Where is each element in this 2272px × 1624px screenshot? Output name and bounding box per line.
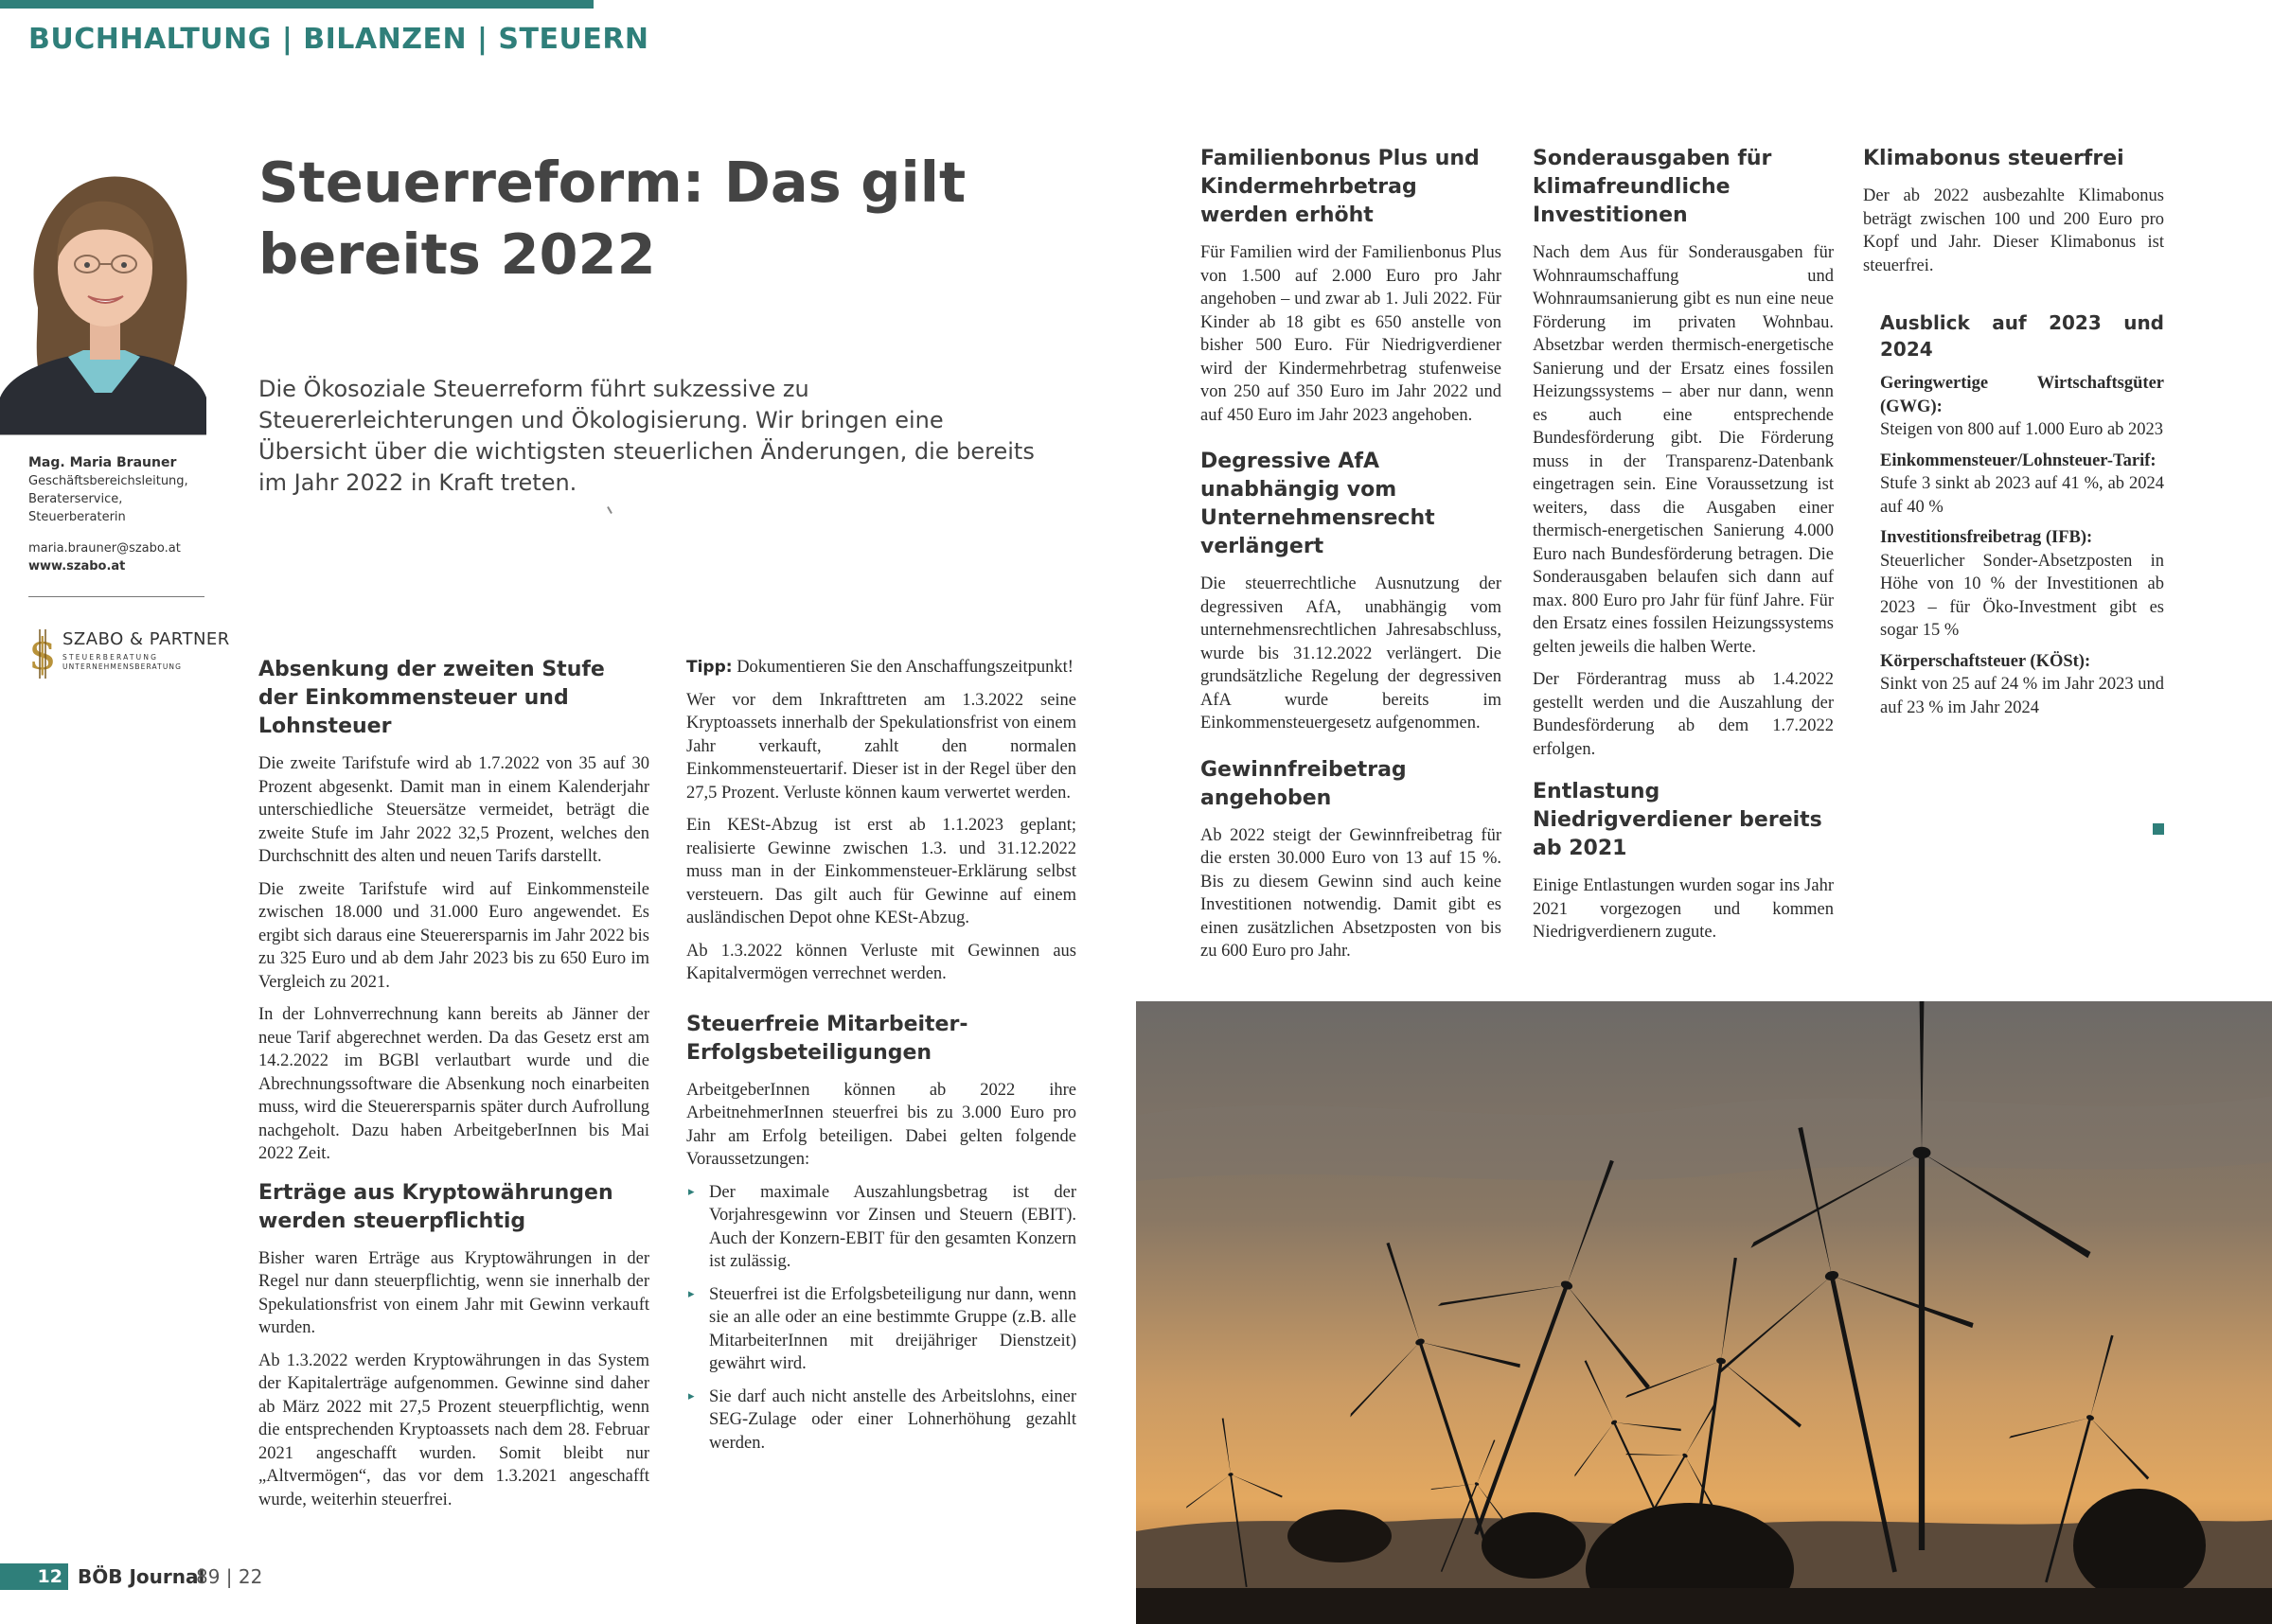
paragraph: Der Förderantrag muss ab 1.4.2022 gestellt werden und die Auszahlung der Bundesförderung ab dem 1.7.2022 erfolgen.: [1533, 670, 1834, 759]
paragraph: Die steuerrechtliche Ausnutzung der degressiven AfA, unabhängig vom unternehmensrechtlichen Jahresabschluss, wurde bis 31.12.2022 verlängert. Die grundsätzliche Regelung der degressiven AfA wurde bereits im Einkommensteuergesetz aufgenommen.: [1200, 574, 1501, 733]
paragraph: Ab 1.3.2022 werden Kryptowährungen in das System der Kapitalerträge aufgenommen. Gewinne sind daher ab März 2022 mit 27,5 Prozent steuerpflichtig, wenn die entsprechenden Kryptoassets nach dem 28. Februar 2021 angeschafft wurden. Somit bleibt nur „Altvermögen“, das vor dem 1.3.2021 angeschafft wurde, weiterhin steuerfrei.: [258, 1350, 649, 1509]
section-heading: Steuerfreie Mitarbeiter-Erfolgsbeteiligungen: [686, 1012, 968, 1065]
list-item: ▸ Steuerfrei ist die Erfolgsbeteiligung nur dann, wenn sie an alle oder an eine bestimmte Gruppe (z.B. alle MitarbeiterInnen mit dreijähriger Dienstzeit) gewährt wird.: [688, 1284, 1076, 1373]
tip-paragraph: [686, 656, 1076, 680]
section-header: BUCHHALTUNG | BILANZEN | STEUERN: [28, 23, 649, 56]
paragraph: Für Familien wird der Familienbonus Plus von 1.500 auf 2.000 Euro pro Jahr angehoben – und zwar ab 1. Juli 2022. Für Kinder ab 18 gibt es 650 anstelle von bisher 500 Euro. Für Niedrigverdiener wird der Kindermehrbetrag stufenweise von 250 auf 350 Euro im Jahr 2022 und auf 450 Euro im Jahr 2023 angehoben.: [1200, 243, 1501, 425]
section-heading: Familienbonus Plus und Kindermehrbetrag werden erhöht: [1200, 147, 1480, 227]
paragraph: Wer vor dem Inkrafttreten am 1.3.2022 seine Kryptoassets innerhalb der Spekulationsfrist von einem Jahr verkauft, zahlt den normalen Einkommensteuertarif. Dieser ist in der Regel über den 27,5 Prozent. Verluste können kaum verwertet werden.: [686, 690, 1076, 803]
article-title: Steuerreform: Das gilt bereits 2022: [258, 150, 967, 287]
logo-brand: SZABO & PARTNER: [62, 629, 230, 649]
paragraph: Ab 2022 steigt der Gewinnfreibetrag für die ersten 30.000 Euro von 13 auf 15 %. Bis zu diesem Gewinn sind auch keine Investitionen notwendig. Damit gibt es einen zusätzlichen Absetzposten von bis zu 600 Euro pro Jahr.: [1200, 825, 1501, 961]
bullet-arrow-icon: ▸: [688, 1184, 695, 1199]
outlook-item: Einkommensteuer/Lohnsteuer-Tarif: Stufe 3 sinkt ab 2023 auf 41 %, ab 2024 auf 40 %: [1880, 450, 2164, 517]
author-info: [28, 454, 208, 575]
issue-number: 89 | 22: [196, 1565, 263, 1588]
paragraph: ArbeitgeberInnen können ab 2022 ihre ArbeitnehmerInnen steuerfrei bis zu 3.000 Euro pro Jahr am Erfolg beteiligen. Dabei gelten folgende Voraussetzungen:: [686, 1080, 1076, 1169]
section-heading: Absenkung der zweiten Stufe der Einkommensteuer und Lohnsteuer: [258, 658, 605, 738]
journal-name: BÖB Journal: [78, 1565, 205, 1588]
paragraph: Einige Entlastungen wurden sogar ins Jahr 2021 vorgezogen und kommen Niedrigverdienern zugute.: [1533, 876, 1834, 942]
tip-text: Dokumentieren Sie den Anschaffungszeitpunkt!: [732, 658, 1074, 677]
logo-subline: UNTERNEHMENSBERATUNG: [62, 662, 183, 671]
section-heading: Klimabonus steuerfrei: [1863, 147, 2124, 170]
author-photo: [0, 156, 206, 435]
text-column-5: [1863, 145, 2164, 727]
section-heading: Gewinnfreibetrag angehoben: [1200, 757, 1407, 810]
author-website[interactable]: www.szabo.at: [28, 559, 126, 574]
paragraph: Ab 1.3.2022 können Verluste mit Gewinnen aus Kapitalvermögen verrechnet werden.: [686, 941, 1076, 983]
bullet-arrow-icon: ▸: [688, 1388, 695, 1403]
outlook-item: Investitionsfreibetrag (IFB): Steuerlicher Sonder-Absetzposten in Höhe von 10 % der Investitionen ab 2023 – für Öko-Investment gibt es sogar 15 %: [1880, 528, 2164, 640]
section-heading: Degressive AfA unabhängig vom Unternehmensrecht verlängert: [1200, 450, 1435, 558]
print-mark: [607, 506, 612, 514]
author-role-line: Beraterservice,: [28, 492, 123, 506]
list-item: ▸ Sie darf auch nicht anstelle des Arbeitslohns, einer SEG-Zulage oder einer Lohnerhöhung gezahlt werden.: [688, 1386, 1076, 1453]
page-number: 12: [0, 1563, 68, 1590]
text-column-2: [686, 656, 1076, 1464]
section-heading: Sonderausgaben für klimafreundliche Investitionen: [1533, 147, 1772, 227]
svg-text:$: $: [28, 628, 57, 680]
paragraph: Der ab 2022 ausbezahlte Klimabonus beträgt zwischen 100 und 200 Euro pro Kopf und Jahr. Dieser Klimabonus ist steuerfrei.: [1863, 186, 2164, 275]
wind-turbines-photo: [1136, 1001, 2272, 1624]
text-column-3: [1200, 145, 1501, 973]
divider: [28, 596, 204, 597]
paragraph: Ein KESt-Abzug ist erst ab 1.1.2023 geplant; realisierte Gewinne zwischen 1.3. und 31.12.2022 muss man in der Einkommensteuer-Erklärung selbst versteuern. Das gilt auch für Gewinne auf einem ausländischen Depot ohne KESt-Abzug.: [686, 816, 1076, 927]
bullet-arrow-icon: ▸: [688, 1286, 695, 1301]
outlook-heading: Ausblick auf 2023 und 2024: [1880, 311, 2164, 361]
szabo-logo-icon: [28, 627, 57, 680]
section-heading: Erträge aus Kryptowährungen werden steuerpflichtig: [258, 1180, 613, 1233]
paragraph: Bisher waren Erträge aus Kryptowährungen in der Regel nur dann steuerpflichtig, wenn sie innerhalb der Spekulationsfrist von einem Jahr mit Gewinn verkauft wurden.: [258, 1248, 649, 1337]
paragraph: Nach dem Aus für Sonderausgaben für Wohnraumschaffung und Wohnraumsanierung gibt es nun eine neue Förderung im privaten Wohnbau. Absetzbar werden thermisch-energetische Sanierung und der Ersatz eines fossilen Heizungssystems – aber nur dann, wenn es auch eine entsprechende Bundesförderung gibt. Die Förderung muss in der Transparenz-Datenbank eingetragen sein. Eine Voraussetzung ist weiters, dass die Ausgaben einer thermisch-energetischen Sanierung 4.000 Euro nach Bundesförderung betragen. Die Sonderausgaben belaufen sich dann auf max. 800 Euro pro Jahr für fünf Jahre. Für den Ersatz eines fossilen Heizungssystems gelten jeweils die halben Werte.: [1533, 243, 1834, 657]
header-rule: [0, 0, 594, 9]
paragraph: Die zweite Tarifstufe wird auf Einkommensteile zwischen 18.000 und 31.000 Euro angewendet. Es ergibt sich daraus eine Steuerersparnis im Jahr 2022 bis zu 325 Euro und ab dem Jahr 2023 bis zu 650 Euro im Vergleich zu 2021.: [258, 879, 649, 992]
author-name: Mag. Maria Brauner: [28, 455, 177, 470]
text-column-1: [258, 656, 649, 1521]
paragraph: Die zweite Tarifstufe wird ab 1.7.2022 von 35 auf 30 Prozent abgesenkt. Damit man in einem Kalenderjahr unterschiedliche Steuersätze vermeidet, beträgt die zweite Stufe im Jahr 2022 32,5 Prozent, welches den Durchschnitt des alten und neuen Tarifs darstellt.: [258, 754, 649, 866]
outlook-item: Körperschaftsteuer (KÖSt): Sinkt von 25 auf 24 % im Jahr 2023 und auf 23 % im Jahr 2024: [1880, 651, 2164, 717]
article-lead: Die Ökosoziale Steuerreform führt sukzessive zu Steuererleichterungen und Ökologisierung. Wir bringen eine Übersicht über die wichtigsten steuerlichen Änderungen, die bereits im Jahr 2022 in Kraft treten.: [258, 376, 1035, 496]
author-email[interactable]: maria.brauner@szabo.at: [28, 541, 181, 556]
list-item: ▸ Der maximale Auszahlungsbetrag ist der Vorjahresgewinn vor Zinsen und Steuern (EBIT). Auch der Konzern-EBIT für den gesamten Konzern ist zulässig.: [688, 1182, 1076, 1271]
tip-label: Tipp:: [686, 658, 733, 677]
outlook-item: Geringwertige Wirtschaftsgüter (GWG): Steigen von 800 auf 1.000 Euro ab 2023: [1880, 374, 2164, 439]
text-column-4: [1533, 145, 1834, 954]
bullet-list: [686, 1181, 1076, 1456]
author-role-line: Steuerberaterin: [28, 510, 126, 524]
section-heading: Entlastung Niedrigverdiener bereits ab 2021: [1533, 780, 1822, 860]
paragraph: In der Lohnverrechnung kann bereits ab Jänner der neue Tarif abgerechnet werden. Da das Gesetz erst am 14.2.2022 im BGBl verlautbart wurde und die Abrechnungssoftware die Absenkung noch einarbeiten muss, wird die Steuerersparnis später durch Aufrollung nachgeholt. Dazu haben ArbeitgeberInnen bis Mai 2022 Zeit.: [258, 1005, 649, 1163]
author-role-line: Geschäftsbereichsleitung,: [28, 474, 188, 488]
company-logo: [28, 627, 230, 684]
logo-subline: STEUERBERATUNG: [62, 653, 159, 662]
article-end-marker: [2153, 823, 2164, 835]
outlook-list: [1880, 372, 2164, 719]
